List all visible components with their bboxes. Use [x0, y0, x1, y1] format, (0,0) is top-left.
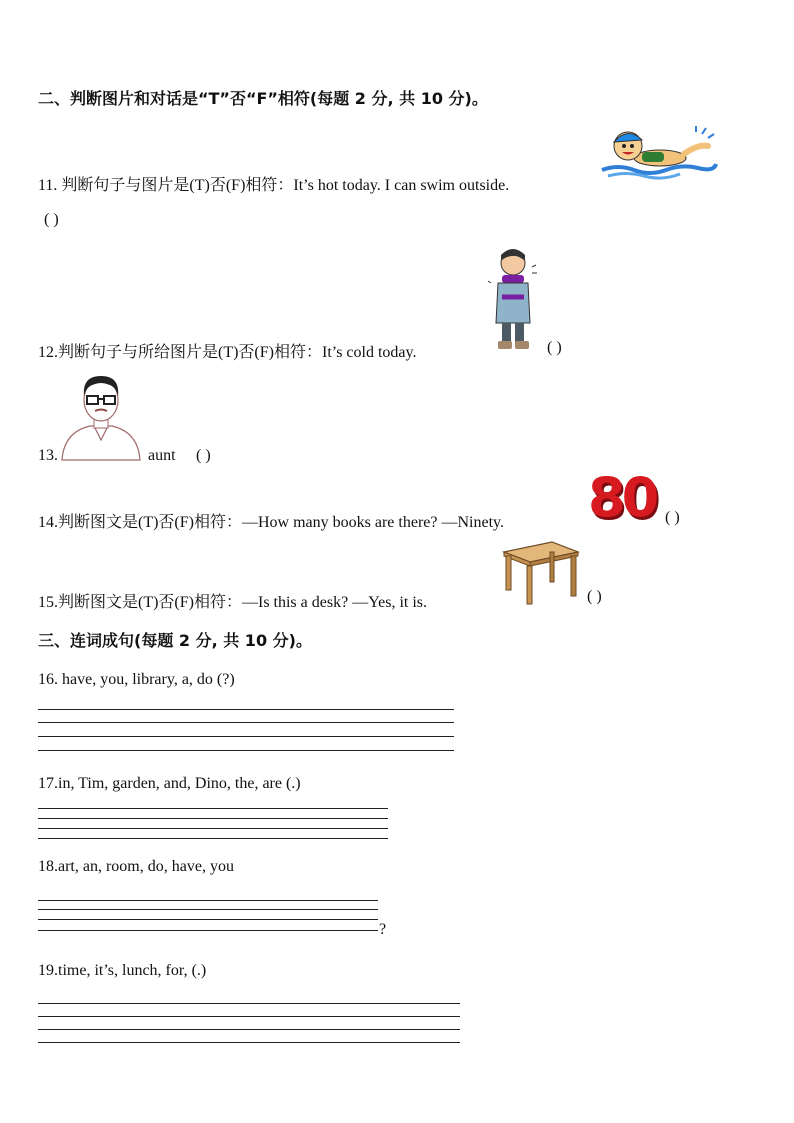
question-18-end-mark: ?	[379, 921, 387, 938]
question-15-text: 15.判断图文是(T)否(F)相符：—Is this a desk? —Yes, it is.	[38, 594, 428, 611]
question-13-answer-bracket[interactable]: ( )	[196, 447, 211, 464]
swimming-boy-image	[598, 124, 718, 186]
number-80-image: 80	[588, 466, 656, 529]
question-15-answer-bracket[interactable]: ( )	[587, 588, 602, 605]
man-with-glasses-image	[60, 370, 142, 462]
question-14-answer-bracket[interactable]: ( )	[665, 509, 680, 526]
question-12-text: 12.判断句子与所给图片是(T)否(F)相符：It’s cold today.	[38, 344, 417, 361]
question-18-text: 18.art, an, room, do, have, you	[38, 858, 234, 875]
question-11-answer-bracket[interactable]: ( )	[44, 211, 59, 228]
question-16-text: 16. have, you, library, a, do (?)	[38, 671, 235, 688]
cold-boy-image	[488, 247, 538, 355]
question-13-number: 13.	[38, 447, 58, 464]
question-17-text: 17.in, Tim, garden, and, Dino, the, are (.)	[38, 775, 301, 792]
question-11-text: 11. 判断句子与图片是(T)否(F)相符：It’s hot today. I can swim outside.	[38, 177, 510, 194]
question-19-text: 19.time, it’s, lunch, for, (.)	[38, 962, 207, 979]
question-12-answer-bracket[interactable]: ( )	[547, 339, 562, 356]
table-image	[500, 538, 580, 608]
section-2-title: 二、判断图片和对话是“T”否“F”相符(每题 2 分, 共 10 分)。	[38, 89, 488, 108]
question-14-text: 14.判断图文是(T)否(F)相符：—How many books are there? —Ninety.	[38, 514, 504, 531]
question-13-word: aunt	[148, 447, 176, 464]
section-3-title: 三、连词成句(每题 2 分, 共 10 分)。	[38, 631, 312, 650]
